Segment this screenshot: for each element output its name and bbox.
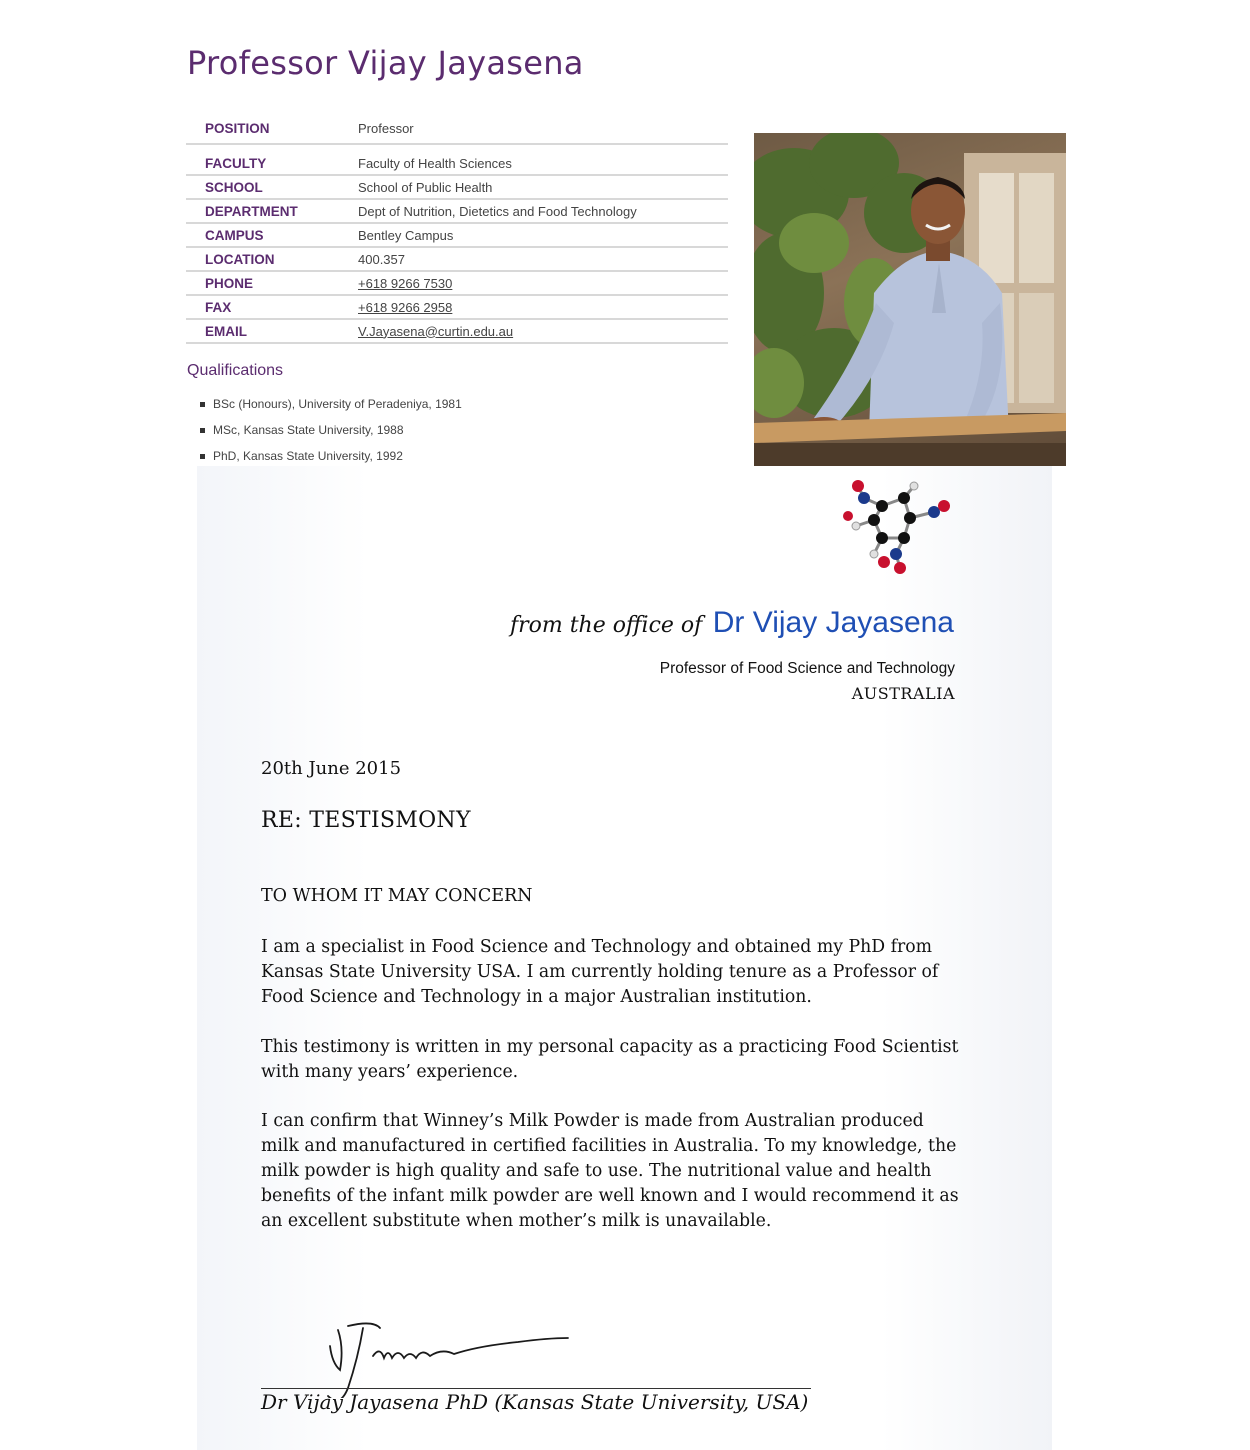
signature-name: Dr Vijay Jayasena PhD (Kansas State University, USA) xyxy=(261,1390,809,1414)
letter-date: 20th June 2015 xyxy=(261,758,402,779)
detail-value: School of Public Health xyxy=(358,179,493,195)
letterhead xyxy=(510,606,954,640)
detail-row-phone xyxy=(186,272,728,296)
letterhead-title: Professor of Food Science and Technology xyxy=(659,660,955,677)
phone-link[interactable]: +618 9266 7530 xyxy=(358,275,453,291)
detail-value: Professor xyxy=(358,120,414,136)
detail-row-position xyxy=(186,113,728,145)
letter-paragraph: This testimony is written in my personal capacity as a practicing Food Scientist with many years’ experience. xyxy=(261,1037,959,1082)
detail-label: CAMPUS xyxy=(205,227,264,243)
detail-row-faculty xyxy=(186,152,728,176)
list-item: PhD, Kansas State University, 1992 xyxy=(200,449,462,475)
detail-row-department xyxy=(186,200,728,224)
letter-paragraph: I can confirm that Winney’s Milk Powder is made from Australian produced milk and manufactured in certified facilities in Australia. To my knowledge, the milk powder is high quality and safe to use. The nutritional value and health benefits of the infant milk powder are well known and I would recommend it as an excellent substitute when mother’s milk is unavailable. xyxy=(261,1111,959,1231)
detail-label: POSITION xyxy=(205,120,270,136)
letterhead-name: Dr Vijay Jayasena xyxy=(712,606,954,639)
fax-link[interactable]: +618 9266 2958 xyxy=(358,299,453,315)
email-link[interactable]: V.Jayasena@curtin.edu.au xyxy=(358,323,514,339)
detail-label: DEPARTMENT xyxy=(205,203,298,219)
signature-line xyxy=(261,1388,811,1389)
letter-salutation: TO WHOM IT MAY CONCERN xyxy=(261,886,533,906)
detail-row-campus xyxy=(186,224,728,248)
letterhead-country: AUSTRALIA xyxy=(851,684,955,703)
molecule-logo-icon xyxy=(834,476,950,576)
qualifications-list xyxy=(200,397,462,475)
detail-label: LOCATION xyxy=(205,251,275,267)
list-item: BSc (Honours), University of Peradeniya, 1981 xyxy=(200,397,462,423)
detail-label: PHONE xyxy=(205,275,254,291)
detail-value: Bentley Campus xyxy=(358,227,454,243)
detail-row-school xyxy=(186,176,728,200)
detail-row-location xyxy=(186,248,728,272)
details-table xyxy=(186,113,728,344)
letter-paragraph: I am a specialist in Food Science and Technology and obtained my PhD from Kansas State University USA. I am currently holding tenure as a Professor of Food Science and Technology in a major Australian institution. xyxy=(261,937,939,1007)
detail-value: Dept of Nutrition, Dietetics and Food Technology xyxy=(358,203,637,219)
qualifications-heading: Qualifications xyxy=(187,362,284,379)
profile-photo xyxy=(754,133,1066,466)
letterhead-from-office: from the office of xyxy=(509,613,703,638)
detail-label: SCHOOL xyxy=(205,179,263,195)
detail-row-fax xyxy=(186,296,728,320)
detail-value: 400.357 xyxy=(358,251,405,267)
detail-label: FAX xyxy=(205,299,232,315)
list-item: MSc, Kansas State University, 1988 xyxy=(200,423,462,449)
detail-value: Faculty of Health Sciences xyxy=(358,155,512,171)
profile-photo-illustration xyxy=(754,133,1066,466)
letter-subject: RE: TESTISMONY xyxy=(261,808,471,833)
handwritten-signature xyxy=(318,1318,578,1398)
profile-title: Professor Vijay Jayasena xyxy=(187,44,584,82)
detail-label: EMAIL xyxy=(205,323,247,339)
detail-row-email xyxy=(186,320,728,344)
detail-label: FACULTY xyxy=(205,155,267,171)
